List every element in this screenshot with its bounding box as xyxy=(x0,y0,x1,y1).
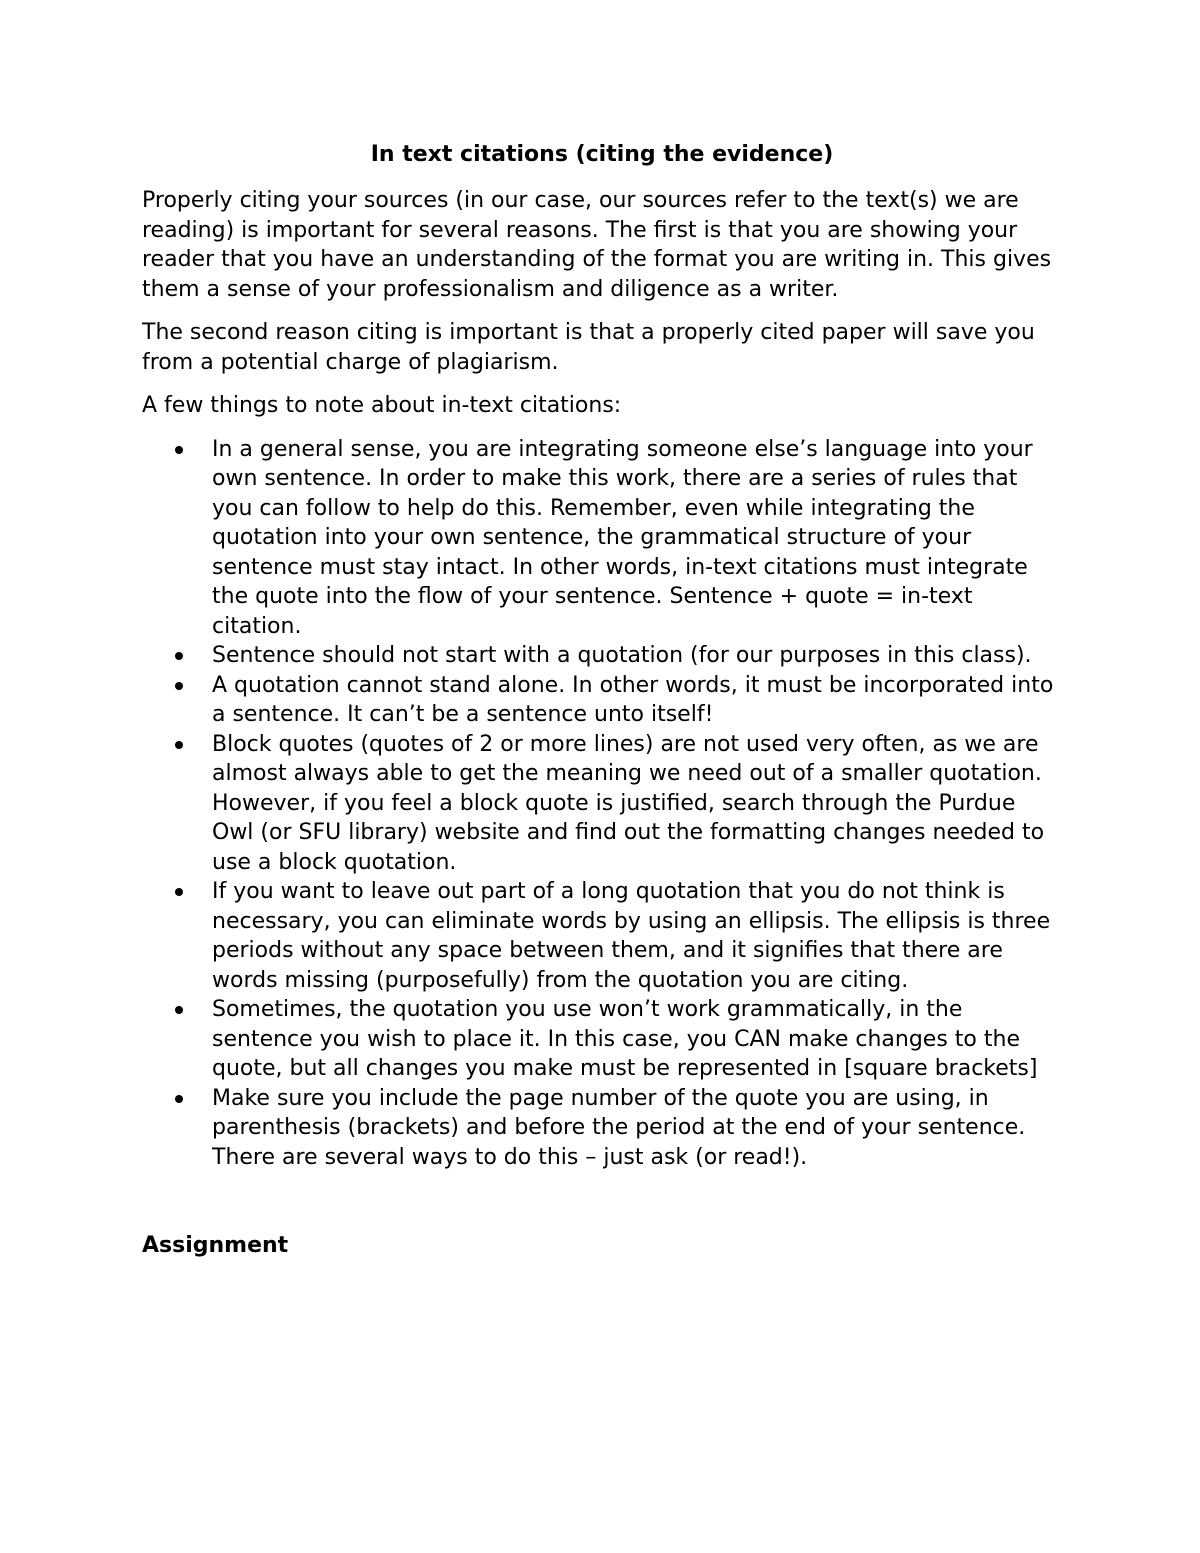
second-reason-paragraph: The second reason citing is important is that a properly cited paper will save you from a potential charge of plagiarism. xyxy=(142,320,1035,375)
citation-notes-list xyxy=(142,435,1062,1173)
list-item-text: If you want to leave out part of a long quotation that you do not think is necessary, you can eliminate words by using an ellipsis. The ellipsis is three periods without any space between them, and it signifies that there are words missing (purposefully) from the quotation you are citing. xyxy=(212,879,1051,993)
list-item-text: A quotation cannot stand alone. In other words, it must be incorporated into a sentence. It can’t be a sentence unto itself! xyxy=(212,672,1054,727)
assignment-heading: Assignment xyxy=(142,1233,289,1258)
list-item xyxy=(142,995,1062,1084)
list-item-text: Sentence should not start with a quotation (for our purposes in this class). xyxy=(212,643,1032,668)
list-item xyxy=(142,730,1062,878)
list-item xyxy=(142,877,1062,995)
document-page xyxy=(142,140,1062,1261)
list-item-text: Block quotes (quotes of 2 or more lines) are not used very often, as we are almost always able to get the meaning we need out of a smaller quotation. However, if you feel a block quote is justified, search through the Purdue Owl (or SFU library) website and find out the formatting changes needed to use a block quotation. xyxy=(212,731,1045,875)
bullet-icon xyxy=(175,652,183,660)
notes-lead-paragraph: A few things to note about in-text citations: xyxy=(142,393,622,418)
list-item xyxy=(142,1084,1062,1173)
bullet-icon xyxy=(175,682,183,690)
list-item-text: Sometimes, the quotation you use won’t work grammatically, in the sentence you wish to place it. In this case, you CAN make changes to the quote, but all changes you make must be represented in [square brackets] xyxy=(212,997,1038,1081)
intro-paragraph: Properly citing your sources (in our case, our sources refer to the text(s) we are reading) is important for several reasons. The first is that you are showing your reader that you have an understanding of the format you are writing in. This gives them a sense of your professionalism and diligence as a writer. xyxy=(142,188,1052,302)
bullet-icon xyxy=(175,1006,183,1014)
list-item-text: Make sure you include the page number of the quote you are using, in parenthesis (brackets) and before the period at the end of your sentence. There are several ways to do this – just ask (or read!). xyxy=(212,1085,1026,1170)
bullet-icon xyxy=(175,1095,183,1103)
bullet-icon xyxy=(175,446,183,454)
bullet-icon xyxy=(175,741,183,749)
list-item-text: In a general sense, you are integrating someone else’s language into your own sentence. In order to make this work, there are a series of rules that you can follow to help do this. Remember, even while integrating the quotation into your own sentence, the grammatical structure of your sentence must stay intact. In other words, in-text citations must integrate the quote into the flow of your sentence. Sentence + quote = in-text citation. xyxy=(212,436,1033,639)
bullet-icon xyxy=(175,888,183,896)
list-item xyxy=(142,671,1062,730)
list-item xyxy=(142,435,1062,642)
list-item xyxy=(142,641,1062,671)
document-title: In text citations (citing the evidence) xyxy=(370,142,834,167)
